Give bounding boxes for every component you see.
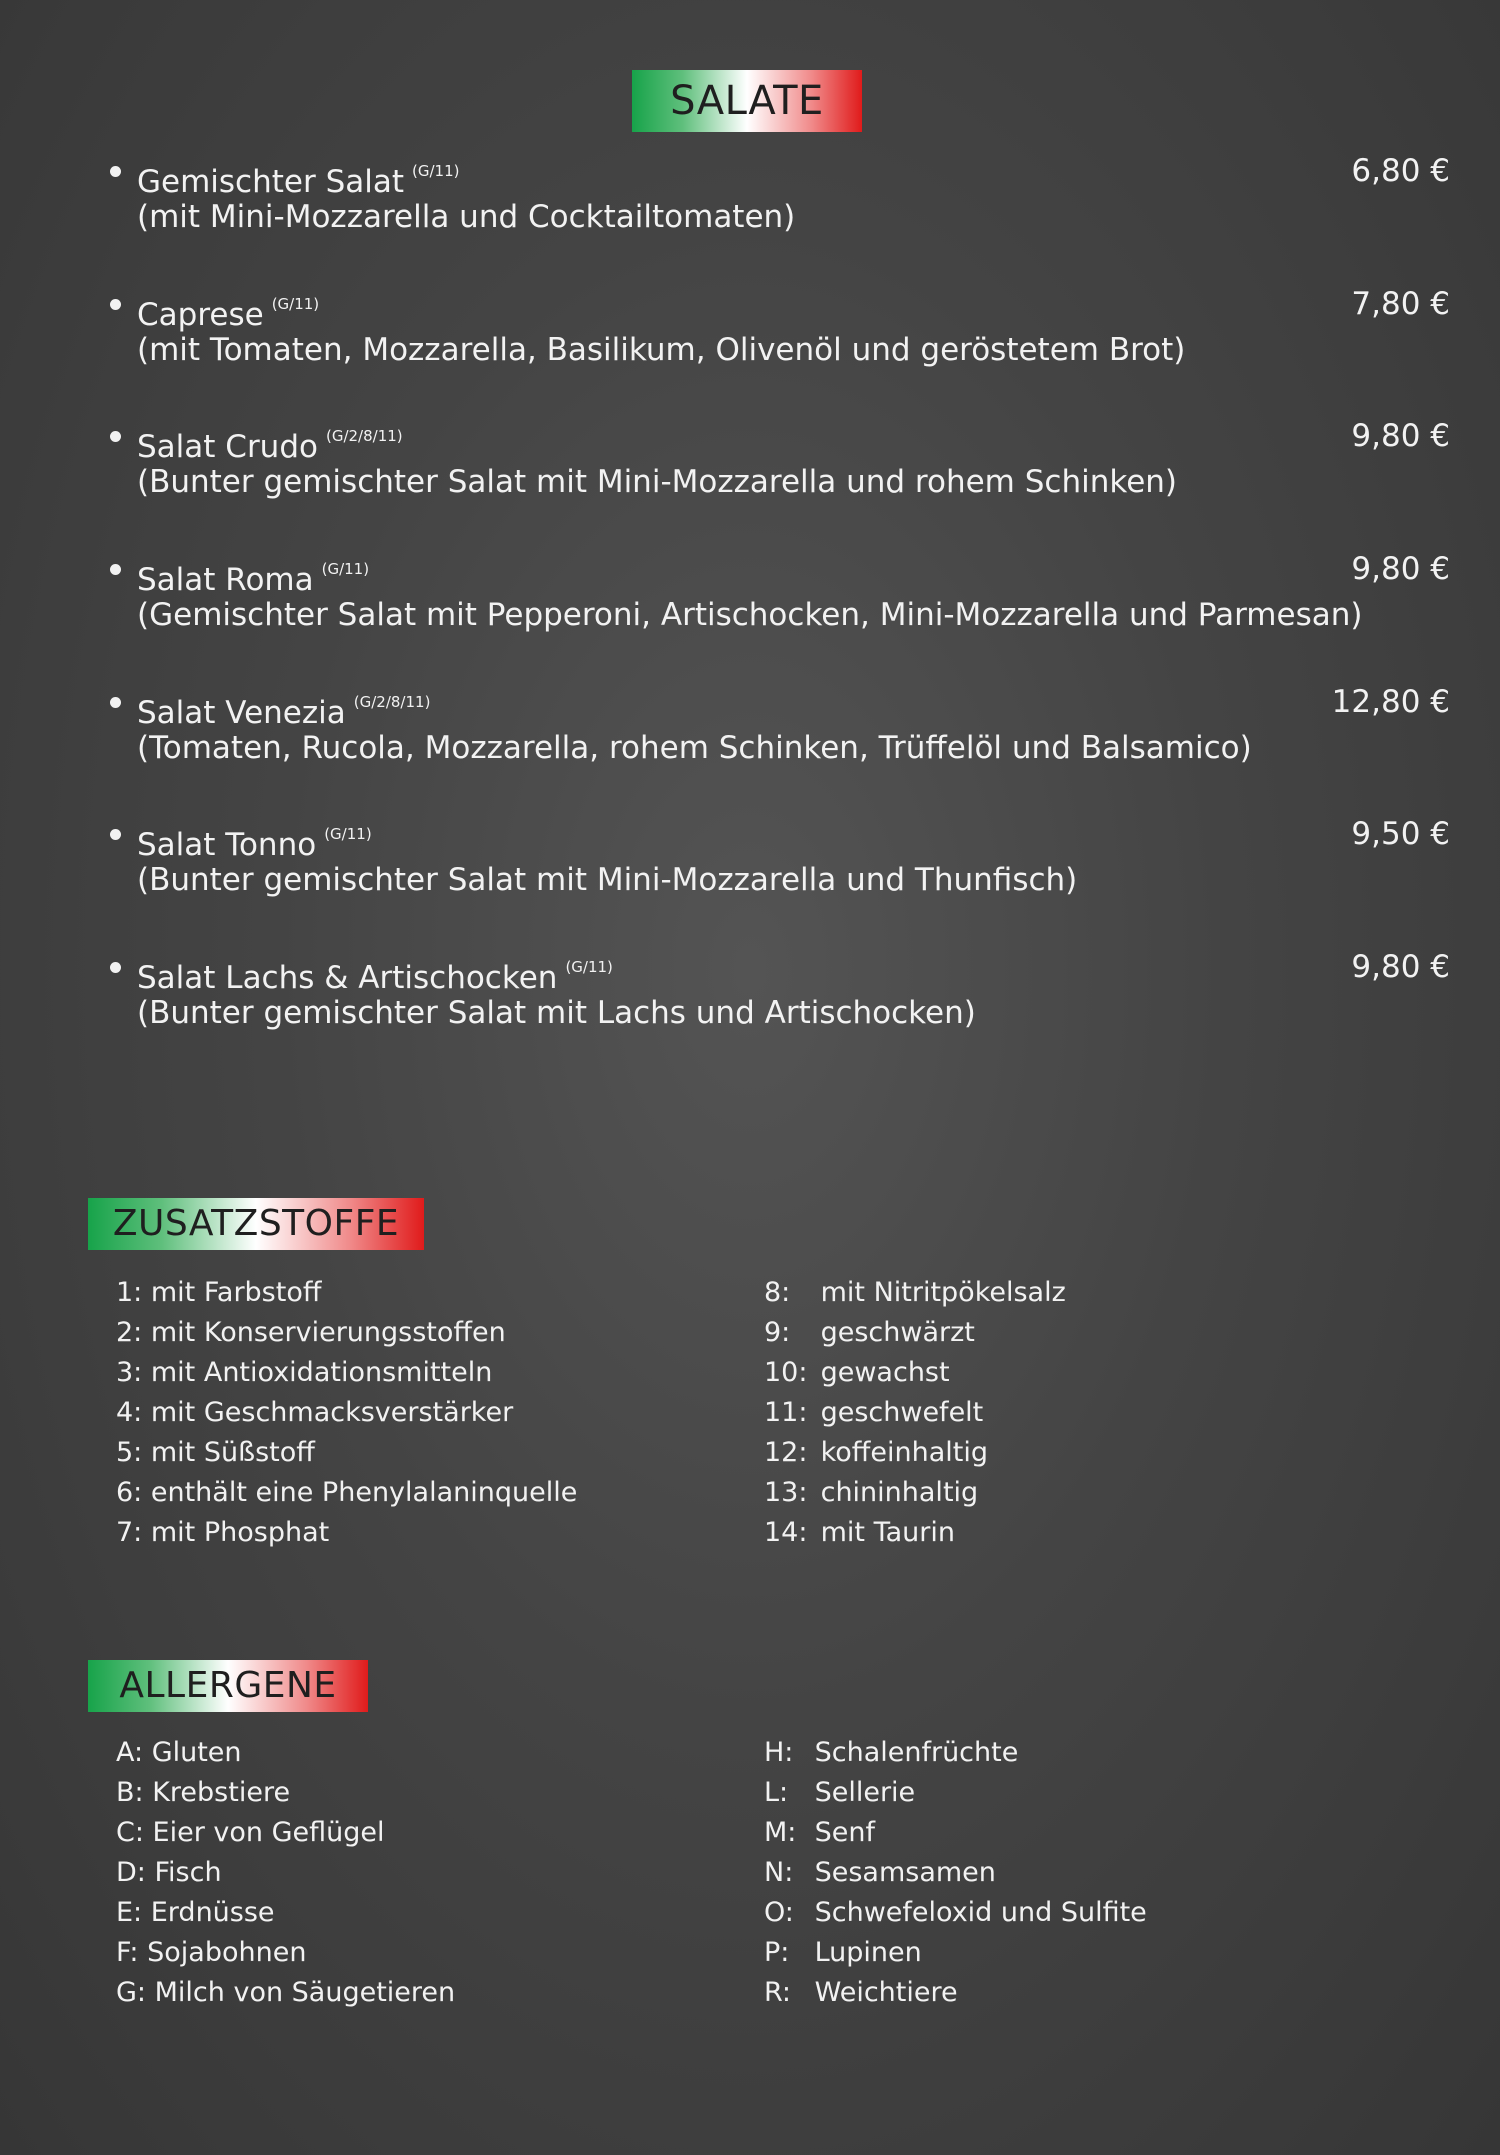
item-name: Caprese bbox=[137, 297, 264, 333]
item-description: (Bunter gemischter Salat mit Lachs und Artischocken) bbox=[137, 995, 976, 1031]
additive-key: 13: bbox=[764, 1477, 808, 1508]
additives-list-right bbox=[764, 1273, 1066, 1553]
section-title-salate: SALATE bbox=[632, 70, 862, 132]
allergen-key: E: bbox=[116, 1897, 143, 1928]
allergen-code: (G/2/8/11) bbox=[325, 427, 403, 445]
allergen-key: D: bbox=[116, 1857, 146, 1888]
additive-label: geschwärzt bbox=[820, 1317, 975, 1348]
allergen-key: R: bbox=[764, 1977, 792, 2008]
item-name: Salat Venezia bbox=[137, 695, 346, 731]
allergen-label: Sesamsamen bbox=[814, 1857, 996, 1888]
allergen-label: Schwefeloxid und Sulfite bbox=[814, 1897, 1147, 1928]
allergens-list-right bbox=[764, 1733, 1147, 2013]
item-price: 7,80 € bbox=[1351, 286, 1450, 322]
list-item bbox=[764, 1473, 1066, 1513]
additive-key: 1: bbox=[116, 1277, 143, 1308]
list-item bbox=[116, 1933, 455, 1973]
bullet-icon bbox=[110, 962, 121, 973]
list-item bbox=[764, 1813, 1147, 1853]
additive-key: 12: bbox=[764, 1437, 808, 1468]
item-price: 6,80 € bbox=[1351, 153, 1450, 189]
additive-label: enthält eine Phenylalaninquelle bbox=[150, 1477, 578, 1508]
allergen-key: O: bbox=[764, 1897, 794, 1928]
item-name: Salat Lachs & Artischocken bbox=[137, 960, 558, 996]
additive-key: 10: bbox=[764, 1357, 808, 1388]
item-name: Salat Crudo bbox=[137, 429, 318, 465]
allergen-key: H: bbox=[764, 1737, 794, 1768]
allergen-label: Milch von Säugetieren bbox=[154, 1977, 456, 2008]
bullet-icon bbox=[110, 697, 121, 708]
allergen-label: Gluten bbox=[151, 1737, 242, 1768]
list-item bbox=[764, 1513, 1066, 1553]
list-item bbox=[116, 1313, 577, 1353]
additive-key: 14: bbox=[764, 1517, 808, 1548]
allergen-key: F: bbox=[116, 1937, 139, 1968]
list-item bbox=[764, 1353, 1066, 1393]
allergen-key: M: bbox=[764, 1817, 797, 1848]
menu-item bbox=[110, 546, 1450, 638]
allergen-key: C: bbox=[116, 1817, 144, 1848]
allergen-label: Erdnüsse bbox=[150, 1897, 275, 1928]
additive-key: 8: bbox=[764, 1277, 791, 1308]
list-item bbox=[764, 1893, 1147, 1933]
item-price: 9,80 € bbox=[1351, 551, 1450, 587]
allergen-label: Lupinen bbox=[814, 1937, 922, 1968]
additive-label: mit Farbstoff bbox=[150, 1277, 322, 1308]
allergen-label: Eier von Geflügel bbox=[152, 1817, 385, 1848]
allergens-list-left bbox=[116, 1733, 455, 2013]
list-item bbox=[764, 1733, 1147, 1773]
additive-label: mit Konservierungsstoffen bbox=[150, 1317, 506, 1348]
item-price: 12,80 € bbox=[1331, 684, 1450, 720]
additive-label: mit Antioxidationsmitteln bbox=[150, 1357, 493, 1388]
list-item bbox=[116, 1433, 577, 1473]
additive-key: 2: bbox=[116, 1317, 143, 1348]
list-item bbox=[116, 1733, 455, 1773]
additive-label: gewachst bbox=[820, 1357, 950, 1388]
allergen-label: Sellerie bbox=[814, 1777, 916, 1808]
additive-label: koffeinhaltig bbox=[820, 1437, 988, 1468]
additive-key: 3: bbox=[116, 1357, 143, 1388]
list-item bbox=[116, 1353, 577, 1393]
list-item bbox=[764, 1973, 1147, 2013]
list-item bbox=[764, 1933, 1147, 1973]
allergen-code: (G/2/8/11) bbox=[353, 693, 431, 711]
list-item bbox=[764, 1853, 1147, 1893]
item-description: (Tomaten, Rucola, Mozzarella, rohem Schinken, Trüffelöl und Balsamico) bbox=[137, 730, 1252, 766]
additives-list-left bbox=[116, 1273, 577, 1553]
allergen-key: A: bbox=[116, 1737, 144, 1768]
list-item bbox=[116, 1273, 577, 1313]
bullet-icon bbox=[110, 829, 121, 840]
item-description: (Bunter gemischter Salat mit Mini-Mozzarella und rohem Schinken) bbox=[137, 464, 1178, 500]
item-name: Salat Tonno bbox=[137, 827, 317, 863]
section-title-allergene: ALLERGENE bbox=[88, 1660, 368, 1712]
bullet-icon bbox=[110, 431, 121, 442]
additive-key: 7: bbox=[116, 1517, 143, 1548]
menu-item bbox=[110, 679, 1450, 771]
additive-key: 4: bbox=[116, 1397, 143, 1428]
list-item bbox=[764, 1773, 1147, 1813]
menu-item bbox=[110, 811, 1450, 903]
additive-key: 9: bbox=[764, 1317, 791, 1348]
additive-label: mit Nitritpökelsalz bbox=[820, 1277, 1066, 1308]
list-item bbox=[116, 1473, 577, 1513]
allergen-key: L: bbox=[764, 1777, 789, 1808]
bullet-icon bbox=[110, 564, 121, 575]
bullet-icon bbox=[110, 166, 121, 177]
item-description: (Gemischter Salat mit Pepperoni, Artischocken, Mini-Mozzarella und Parmesan) bbox=[137, 597, 1363, 633]
additive-label: mit Phosphat bbox=[150, 1517, 330, 1548]
additive-label: mit Süßstoff bbox=[150, 1437, 315, 1468]
menu-item bbox=[110, 944, 1450, 1036]
allergen-code: (G/11) bbox=[412, 162, 460, 180]
additive-label: chininhaltig bbox=[820, 1477, 979, 1508]
additive-key: 11: bbox=[764, 1397, 808, 1428]
list-item bbox=[764, 1433, 1066, 1473]
list-item bbox=[116, 1853, 455, 1893]
list-item bbox=[116, 1513, 577, 1553]
menu-item bbox=[110, 413, 1450, 505]
allergen-code: (G/11) bbox=[565, 958, 613, 976]
item-name: Salat Roma bbox=[137, 562, 314, 598]
bullet-icon bbox=[110, 299, 121, 310]
item-description: (mit Mini-Mozzarella und Cocktailtomaten) bbox=[137, 199, 796, 235]
additive-key: 6: bbox=[116, 1477, 143, 1508]
list-item bbox=[116, 1773, 455, 1813]
allergen-label: Sojabohnen bbox=[147, 1937, 307, 1968]
list-item bbox=[116, 1393, 577, 1433]
additive-label: mit Taurin bbox=[820, 1517, 955, 1548]
item-price: 9,80 € bbox=[1351, 418, 1450, 454]
item-name: Gemischter Salat bbox=[137, 164, 405, 200]
allergen-label: Senf bbox=[814, 1817, 875, 1848]
allergen-code: (G/11) bbox=[324, 825, 372, 843]
allergen-key: N: bbox=[764, 1857, 794, 1888]
item-description: (Bunter gemischter Salat mit Mini-Mozzarella und Thunfisch) bbox=[137, 862, 1078, 898]
allergen-label: Schalenfrüchte bbox=[814, 1737, 1019, 1768]
additive-label: mit Geschmacksverstärker bbox=[150, 1397, 514, 1428]
allergen-code: (G/11) bbox=[321, 560, 370, 578]
item-description: (mit Tomaten, Mozzarella, Basilikum, Olivenöl und geröstetem Brot) bbox=[137, 332, 1186, 368]
allergen-label: Weichtiere bbox=[814, 1977, 958, 2008]
menu-item bbox=[110, 281, 1450, 373]
allergen-key: B: bbox=[116, 1777, 144, 1808]
menu-item bbox=[110, 148, 1450, 240]
allergen-code: (G/11) bbox=[271, 295, 320, 313]
list-item bbox=[764, 1313, 1066, 1353]
item-price: 9,50 € bbox=[1351, 816, 1450, 852]
allergen-label: Krebstiere bbox=[152, 1777, 291, 1808]
section-title-zusatzstoffe: ZUSATZSTOFFE bbox=[88, 1198, 424, 1250]
additive-label: geschwefelt bbox=[820, 1397, 984, 1428]
allergen-key: P: bbox=[764, 1937, 790, 1968]
item-price: 9,80 € bbox=[1351, 949, 1450, 985]
additive-key: 5: bbox=[116, 1437, 143, 1468]
list-item bbox=[116, 1813, 455, 1853]
list-item bbox=[116, 1893, 455, 1933]
allergen-label: Fisch bbox=[154, 1857, 222, 1888]
list-item bbox=[116, 1973, 455, 2013]
list-item bbox=[764, 1393, 1066, 1433]
list-item bbox=[764, 1273, 1066, 1313]
allergen-key: G: bbox=[116, 1977, 147, 2008]
